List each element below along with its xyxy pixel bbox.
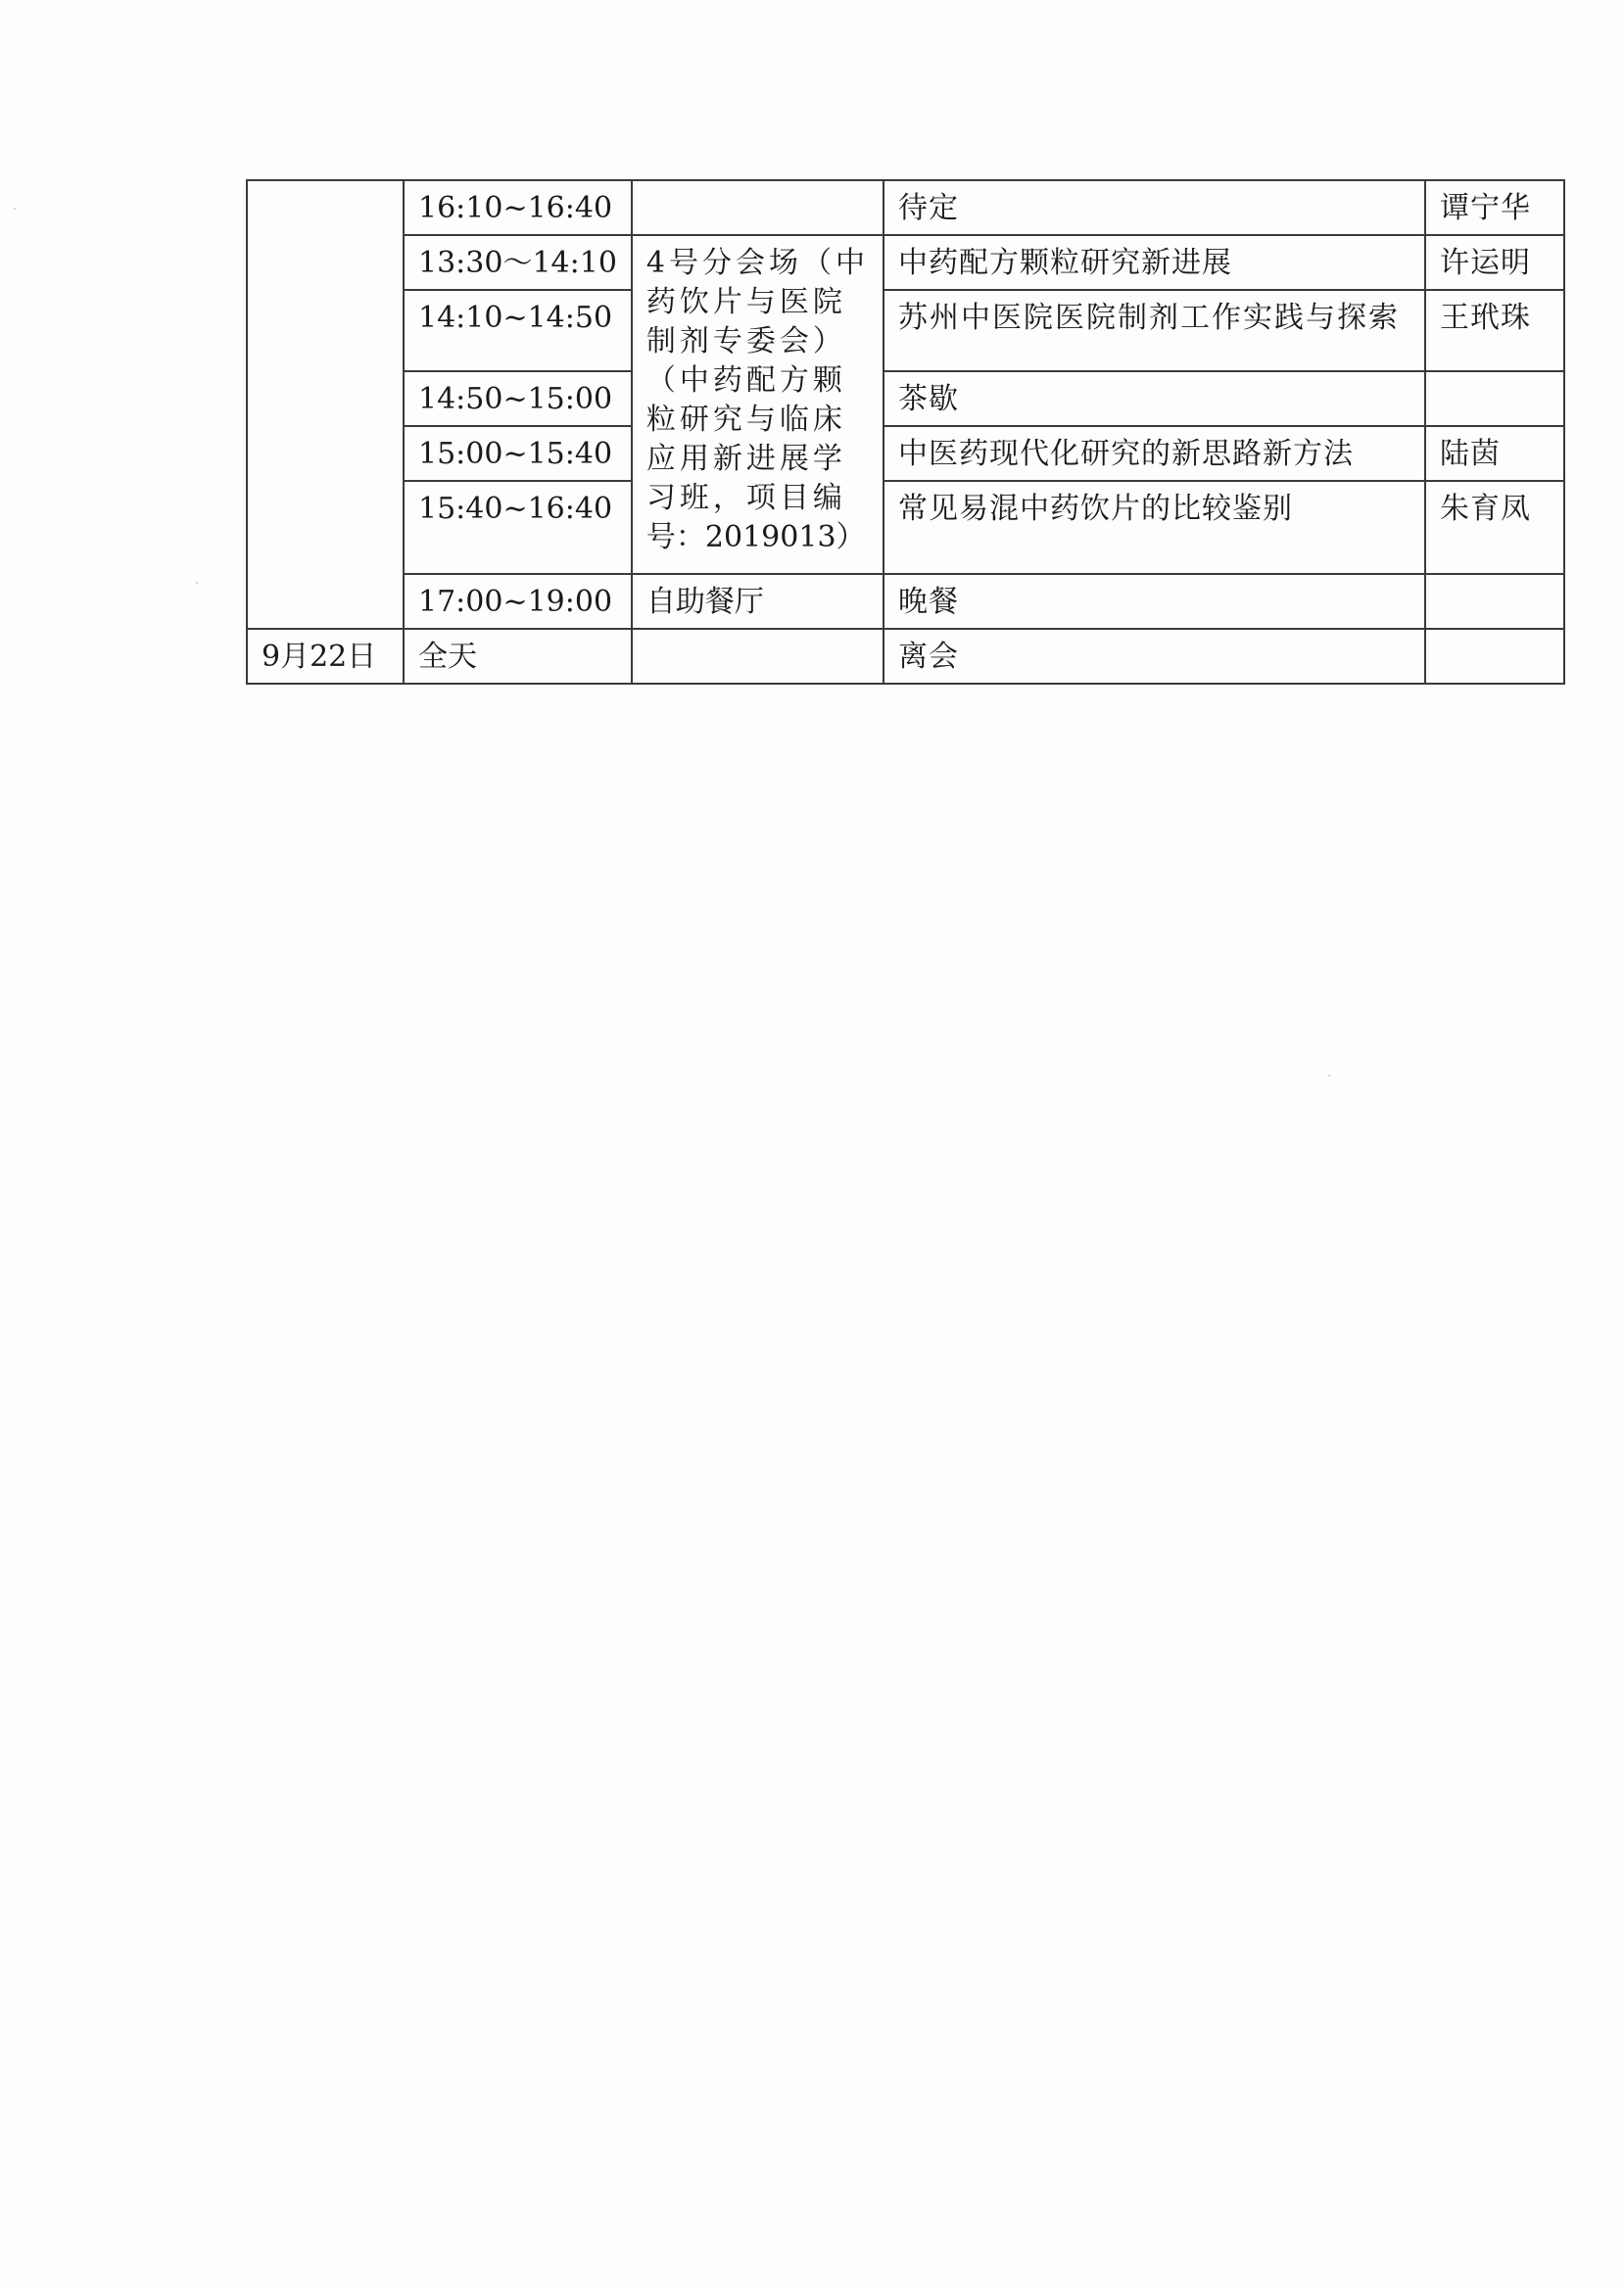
scan-speck [14, 208, 16, 210]
venue-line: （中药配方颗 [645, 363, 846, 398]
date-cell-empty [247, 180, 404, 629]
venue-cell-session [632, 235, 884, 574]
topic-cell: 常见易混中药饮片的比较鉴别 [884, 481, 1425, 574]
time-cell: 15:40~16:40 [404, 481, 632, 574]
speaker-cell: 许运明 [1425, 235, 1564, 290]
schedule-table [246, 179, 1565, 685]
venue-line: 药饮片与医院 [645, 285, 846, 319]
table-row [247, 371, 1564, 426]
topic-cell: 晚餐 [884, 574, 1425, 629]
time-cell: 16:10~16:40 [404, 180, 632, 235]
time-cell: 17:00~19:00 [404, 574, 632, 629]
scan-speck [1328, 1074, 1330, 1076]
venue-line: 粒研究与临床 [645, 403, 846, 437]
venue-line: 制剂专委会） [645, 324, 846, 358]
speaker-cell: 王玳珠 [1425, 290, 1564, 371]
date-cell: 9月22日 [247, 629, 404, 684]
venue-line: 号：2019013） [645, 520, 866, 554]
venue-line: 习班，项目编 [645, 481, 846, 515]
table-row [247, 235, 1564, 290]
topic-cell: 茶歇 [884, 371, 1425, 426]
venue-cell-empty [632, 629, 884, 684]
table-row [247, 426, 1564, 481]
venue-cell-empty [632, 180, 884, 235]
table-row [247, 290, 1564, 371]
topic-cell: 苏州中医院医院制剂工作实践与探索 [884, 290, 1425, 371]
table-row [247, 180, 1564, 235]
topic-cell: 待定 [884, 180, 1425, 235]
scan-speck [196, 582, 198, 584]
time-cell: 全天 [404, 629, 632, 684]
topic-cell: 中医药现代化研究的新思路新方法 [884, 426, 1425, 481]
speaker-cell [1425, 371, 1564, 426]
table-row [247, 629, 1564, 684]
topic-cell: 中药配方颗粒研究新进展 [884, 235, 1425, 290]
venue-cell: 自助餐厅 [632, 574, 884, 629]
time-cell: 13:30～14:10 [404, 235, 632, 290]
speaker-cell: 陆茵 [1425, 426, 1564, 481]
topic-cell: 离会 [884, 629, 1425, 684]
speaker-cell [1425, 629, 1564, 684]
speaker-cell: 朱育凤 [1425, 481, 1564, 574]
time-cell: 14:10~14:50 [404, 290, 632, 371]
table-row [247, 574, 1564, 629]
venue-line: 4号分会场（中 [645, 246, 870, 280]
speaker-cell: 谭宁华 [1425, 180, 1564, 235]
speaker-cell [1425, 574, 1564, 629]
table-row [247, 481, 1564, 574]
venue-line: 应用新进展学 [645, 442, 846, 476]
time-cell: 14:50~15:00 [404, 371, 632, 426]
time-cell: 15:00~15:40 [404, 426, 632, 481]
